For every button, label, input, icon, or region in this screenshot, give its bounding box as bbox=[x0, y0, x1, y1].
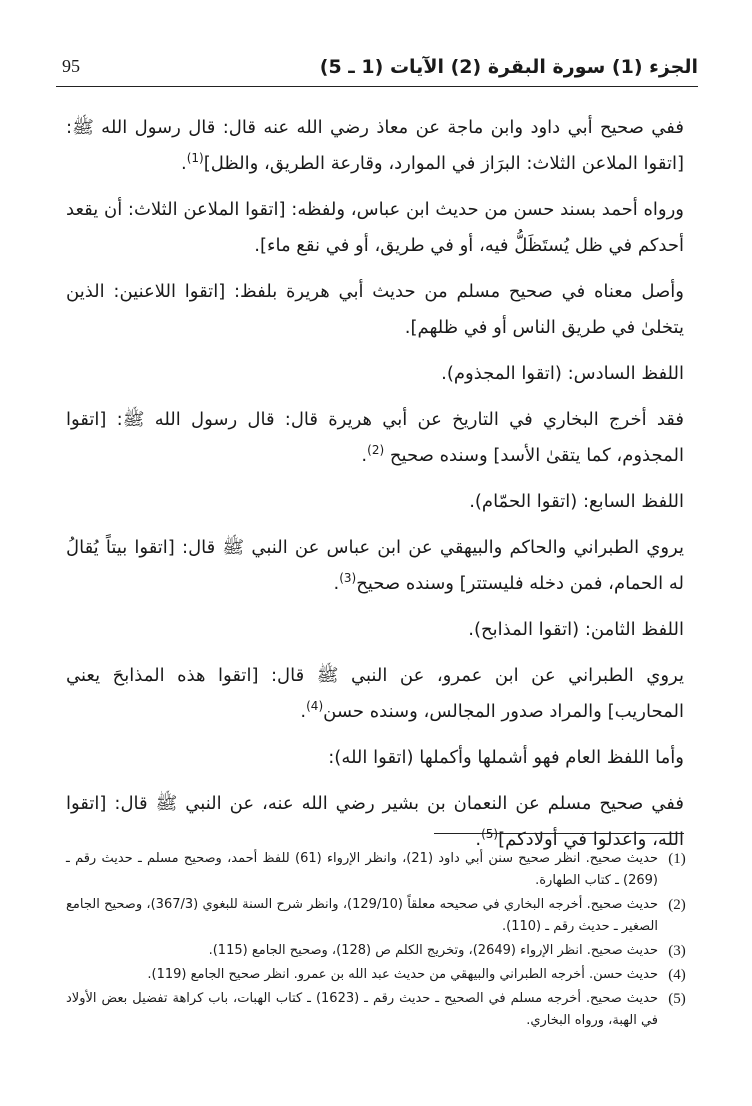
paragraph: فقد أخرج البخاري في التاريخ عن أبي هريرة قال: قال رسول الله ﷺ: [اتقوا المجذوم، كما يتقىٰ الأسد] وسنده صحيح $^{(2)}$. bbox=[66, 409, 684, 466]
footnote bbox=[66, 940, 696, 962]
footnote-ref: (2) bbox=[367, 443, 385, 457]
paragraph: وأصل معناه في صحيح مسلم من حديث أبي هريرة بلفظ: [اتقوا اللاعنين: الذين يتخلىٰ في طريق الناس أو في ظلهم]. bbox=[66, 281, 684, 338]
footnote bbox=[66, 848, 696, 892]
footnote-number: (2) bbox=[668, 897, 686, 913]
footnote-ref: (1) bbox=[186, 151, 204, 165]
footnote-ref: (3) bbox=[339, 571, 357, 585]
page-number: 95 bbox=[62, 56, 80, 76]
footnote-divider bbox=[434, 833, 684, 834]
paragraph: ففي صحيح أبي داود وابن ماجة عن معاذ رضي الله عنه قال: قال رسول الله ﷺ: [اتقوا الملاعن الثلاث: البرَاز في الموارد، وقارعة الطريق، والظل]$^{(1)}$. bbox=[66, 117, 684, 174]
footnote-number: (1) bbox=[668, 851, 686, 867]
footnote-text: حديث حسن. أخرجه الطبراني والبيهقي من حديث عبد الله بن عمرو. انظر صحيح الجامع (119). bbox=[147, 967, 658, 982]
section-heading: اللفظ الثامن: (اتقوا المذابح). bbox=[468, 619, 684, 640]
paragraph: ورواه أحمد بسند حسن من حديث ابن عباس، ولفظه: [اتقوا الملاعن الثلاث: أن يقعد أحدكم في ظل يُستَظَلُّ فيه، أو في طريق، أو في نقع ماء]. bbox=[66, 199, 684, 256]
footnotes bbox=[66, 848, 696, 1034]
running-title: الجزء (1) سورة البقرة (2) الآيات (1 ـ 5) bbox=[319, 56, 698, 78]
footnote-text: حديث صحيح. أخرجه البخاري في صحيحه معلقاً (129/10)، وانظر شرح السنة للبغوي (367/3)، وصحيح الجامع الصغير ـ حديث رقم ـ (110). bbox=[66, 897, 658, 934]
footnote-number: (4) bbox=[668, 967, 686, 983]
footnote-text: حديث صحيح. أخرجه مسلم في الصحيح ـ حديث رقم ـ (1623) ـ كتاب الهبات، باب كراهة تفضيل بعض الأولاد في الهبة، ورواه البخاري. bbox=[66, 991, 658, 1028]
footnote-text: حديث صحيح. انظر الإرواء (2649)، وتخريج الكلم ص (128)، وصحيح الجامع (115). bbox=[208, 943, 658, 958]
paragraph: يروي الطبراني عن ابن عمرو، عن النبي ﷺ قال: [اتقوا هذه المذابحَ يعني المحاريب] والمراد صدور المجالس، وسنده حسن$^{(4)}$. bbox=[66, 665, 684, 722]
footnote-number: (3) bbox=[668, 943, 686, 959]
footnote bbox=[66, 988, 696, 1032]
section-heading: اللفظ السادس: (اتقوا المجذوم). bbox=[441, 363, 684, 384]
main-text bbox=[66, 110, 684, 868]
page-header bbox=[56, 48, 698, 87]
footnote-ref: (5) bbox=[481, 827, 499, 841]
footnote-ref: (4) bbox=[306, 699, 324, 713]
footnote bbox=[66, 964, 696, 986]
section-heading: اللفظ السابع: (اتقوا الحمّام). bbox=[469, 491, 684, 512]
footnote-number: (5) bbox=[668, 991, 686, 1007]
paragraph: ففي صحيح مسلم عن النعمان بن بشير رضي الله عنه، عن النبي ﷺ قال: [اتقوا الله، واعدلوا في أولادكم]$^{(5)}$. bbox=[66, 793, 684, 850]
paragraph: وأما اللفظ العام فهو أشملها وأكملها (اتقوا الله): bbox=[328, 747, 684, 768]
footnote bbox=[66, 894, 696, 938]
paragraph: يروي الطبراني والحاكم والبيهقي عن ابن عباس عن النبي ﷺ قال: [اتقوا بيتاً يُقالُ له الحمام، فمن دخله فليستتر] وسنده صحيح$^{(3)}$. bbox=[66, 537, 684, 594]
footnote-text: حديث صحيح. انظر صحيح سنن أبي داود (21)، وانظر الإرواء (61) للفظ أحمد، وصحيح مسلم ـ حديث رقم ـ (269) ـ كتاب الطهارة. bbox=[66, 851, 658, 888]
